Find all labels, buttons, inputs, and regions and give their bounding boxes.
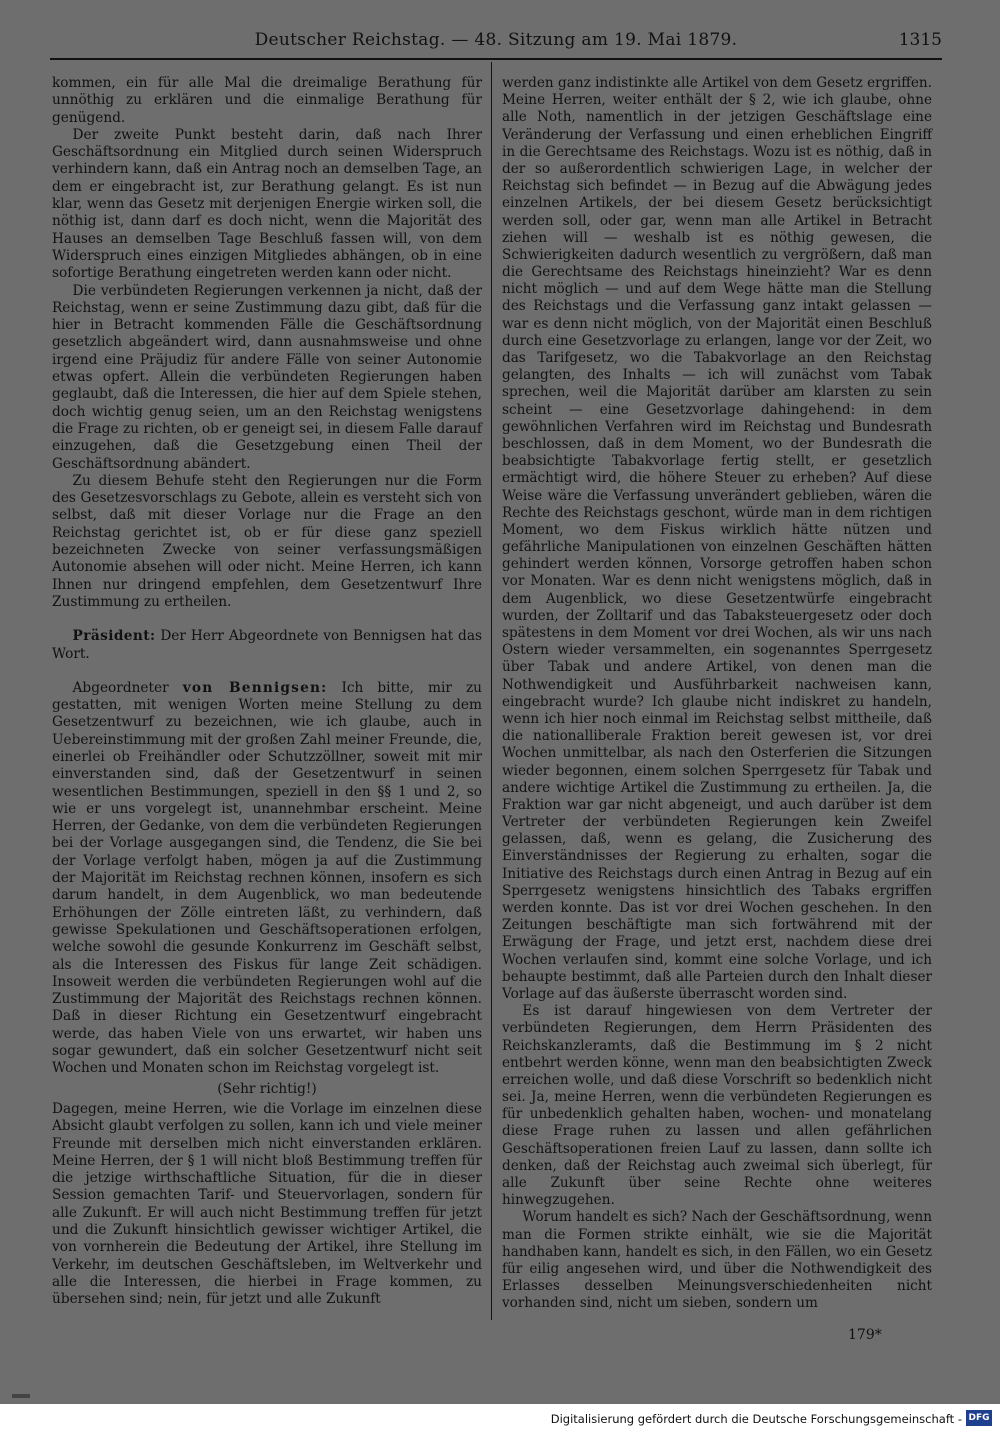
paragraph: kommen, ein für alle Mal die dreimalige Berathung für unnöthig zu erklären und die einmalige Berathung für genügend. — [52, 75, 482, 126]
header-title: Deutscher Reichstag. — 48. Sitzung am 19. Mai 1879. — [254, 30, 738, 50]
speaker-prefix: Abgeordneter — [72, 679, 169, 696]
running-header — [50, 26, 942, 56]
speaker-name: von Bennigsen: — [182, 679, 328, 696]
speaker-label: Präsident: — [72, 628, 156, 645]
paragraph: Der zweite Punkt besteht darin, daß nach Ihrer Geschäftsordnung ein Mitglied durch seinen Widerspruch verhindern kann, daß ein Antrag noch an demselben Tage, an dem er eingebracht ist, zur Berathung gelangt. Es ist nun klar, wenn das Gesetz mit derjenigen Energie wirken soll, die nöthig ist, dann darf es doch nicht, wenn die Majorität des Hauses an demselben Tage Beschluß fassen will, von dem Widerspruch eines einzigen Mitgliedes abhängen, ob in eine sofortige Berathung eingetreten werden kann oder nicht. — [52, 126, 482, 282]
scan-edge-mark — [12, 1394, 30, 1398]
paragraph: Die verbündeten Regierungen verkennen ja nicht, daß der Reichstag, wenn er seine Zustimmung dazu gibt, daß für die hier in Betracht kommenden Fälle die Geschäftsordnung gesetzlich abgeändert wird, dann ausnahmsweise und ohne irgend eine Präjudiz für andere Fälle von seiner Autonomie etwas opfert. Allein die verbündeten Regierungen haben geglaubt, daß die Interessen, die hier auf dem Spiele stehen, doch wichtig genug seien, um an den Reichstag wenigstens die Frage zu richten, ob er geneigt sei, in diesem Falle darauf einzugehen, daß die Gesetzgebung einen Theil der Geschäftsordnung abändert. — [52, 282, 482, 472]
paragraph: werden ganz indistinkte alle Artikel von dem Gesetz ergriffen. Meine Herren, weiter enthält der § 2, wie ich glaube, ohne alle Noth, namentlich in der jetzigen Geschäftslage eine Veränderung der Verfassung und einen erheblichen Eingriff in die Gerechtsame des Reichstags. Wozu ist es nöthig, daß in der so außerordentlich schwierigen Lage, in welcher der Reichstag sich befindet — in Bezug auf die Abwägung jedes einzelnen Artikels, der bei diesem Gesetz berücksichtigt werden soll, oder gar, wenn man alle Artikel in Betracht ziehen will — weshalb ist es nöthig gewesen, die Schwierigkeiten dadurch wesentlich zu vergrößern, daß man die Gerechtsame des Reichstags hineinzieht? War es denn nicht möglich — und auf dem Wege hätte man die Stellung des Reichstags und die Verfassung ganz intakt gelassen — war es denn nicht möglich, von der Majorität einen Beschluß durch eine Gesetzvorlage zu erlangen, lange vor der Zeit, wo das Tarifgesetz, wo die Tabakvorlage an den Reichstag gelangten, des Inhalts — ich will zunächst vom Tabak sprechen, weil die Majorität darüber am klarsten zu sein scheint — eine Gesetzvorlage dahingehend: in dem gewöhnlichen Verfahren wird im Reichstag und Bundesrath beschlossen, daß in dem Moment, wo der Bundesrath die beabsichtigte Tabakvorlage fertig stellt, er gesetzlich ermächtigt wird, die höhere Steuer zu erheben? Auf diese Weise wäre die Verfassung unverändert geblieben, wären die Rechte des Reichstags geschont, würde man in dem richtigen Moment, wo dem Fiskus wirklich hätte nützen und gefährliche Manipulationen von einzelnen Geschäften hätten gehindert werden können, Vorsorge getroffen haben schon vor Monaten. War es denn nicht wenigstens möglich, daß in dem Augenblick, wo diese Gesetzentwürfe eingebracht wurden, der Zolltarif und das Tabaksteuergesetz oder doch spätestens in dem Moment vor drei Wochen, als wir uns nach Ostern wieder versammelten, ein sogenanntes Sperrgesetz über Tabak und andere Artikel, von denen man die Nothwendigkeit und Ausführbarkeit nachweisen kann, eingebracht wurde? Ich glaube nicht indiskret zu handeln, wenn ich hier noch einmal im Reichstag selbst mittheile, daß die nationalliberale Fraktion bereit gewesen ist, vor drei Wochen unmittelbar, als nach den Osterferien die Sitzungen wieder begonnen, einem solchen Sperrgesetz für Tabak und andere wichtige Artikel die Zustimmung zu ertheilen. Ja, die Fraktion war gar nicht abgeneigt, und auch darüber ist dem Vertreter der verbündeten Regierungen kein Zweifel gelassen, daß, wenn es gelang, die Zusicherung des Einverständnisses der Regierung zu erhalten, sogar die Initiative des Reichstags durch einen Antrag in Bezug auf ein Sperrgesetz wenigstens hinsichtlich des Tabaks ergriffen werden konnte. Das ist vor drei Wochen geschehen. In den Zeitungen beschäftigte man sich fortwährend mit der Erwägung der Frage, und jetzt erst, nachdem diese drei Wochen verlaufen sind, kommt eine solche Vorlage, und ich behaupte bestimmt, daß alle Parteien durch den Inhalt dieser Vorlage auf das äußerste überrascht worden sind. — [502, 75, 932, 1002]
paragraph: Dagegen, meine Herren, wie die Vorlage im einzelnen diese Absicht glaubt verfolgen zu sollen, kann ich und viele meiner Freunde mit derselben mich nicht einverstanden erklären. Meine Herren, der § 1 will nicht bloß Bestimmung treffen für die jetzige wirthschaftliche Situation, für die in dieser Session gemachten Tarif- und Steuervorlagen, sondern für alle Zukunft. Er will auch nicht Bestimmung treffen für jetzt und die Zukunft hinsichtlich gewisser wichtiger Artikel, die von vornherein die Bedeutung der Artikel, ihre Stellung im Verkehr, im deutschen Geschäftsleben, im Weltverkehr und alle die Interessen, die hierbei in Frage kommen, zu übersehen sind; nein, für jetzt und alle Zukunft — [52, 1100, 482, 1308]
dfg-logo-icon: DFG — [966, 1410, 992, 1426]
column-divider — [491, 62, 492, 1320]
paragraph: Es ist darauf hingewiesen von dem Vertreter der verbündeten Regierungen, dem Herrn Präsidenten des Reichskanzleramts, daß die Bestimmung im § 2 nicht entbehrt werden könne, wenn man den beabsichtigten Zweck erreichen wolle, und daß diese Vorschrift so bedenklich nicht sei. Ja, meine Herren, wenn die verbündeten Regierungen es für unbedenklich gehalten haben, wochen- und monatelang diese Frage ruhen zu lassen und allen gefährlichen Geschäftsoperationen freien Lauf zu lassen, dann sollte ich denken, daß der Reichstag auch zweimal sich überlegt, für alle Zukunft über seine Rechte ohne weiteres hinwegzugehen. — [502, 1003, 932, 1209]
speech-opening — [52, 680, 482, 1078]
footer-credit: Digitalisierung gefördert durch die Deutsche Forschungsgemeinschaft - — [550, 1412, 962, 1426]
president-statement — [52, 628, 482, 663]
statement-text: Ich bitte, mir zu gestatten, mit wenigen Worten meine Stellung zu dem Gesetzentwurf zu bezeichnen, wie ich glaube, auch in Uebereinstimmung mit der großen Zahl meiner Freunde, die, einerlei ob Freihändler oder Schutzzöllner, soweit mit mir einverstanden sind, daß der Gesetzentwurf in seinen wesentlichen Bestimmungen, speziell in den §§ 1 und 2, so wie er uns vorgelegt ist, unannehmbar erscheint. Meine Herren, der Gedanke, von dem die verbündeten Regierungen bei der Vorlage ausgegangen sind, die Tendenz, die Sie bei der Vorlage verfolgt haben, mögen ja auf die Zustimmung der Majorität im Reichstag rechnen können, insofern es sich darum handelt, in dem Augenblick, wo man bedeutende Erhöhungen der Zölle eintreten läßt, zu verhindern, daß gewisse Spekulationen und Geschäftsoperationen erfolgen, welche sowohl die gesunde Konkurrenz im Geschäft selbst, als die Interessen des Fiskus für lange Zeit schädigen. Insoweit werden die verbündeten Regierungen wohl auf die Zustimmung der Majorität des Reichstags rechnen können. Daß in dieser Richtung ein Gesetzentwurf eingebracht werde, das haben Viele von uns erwartet, wir haben uns sogar gewundert, daß ein solcher Gesetzentwurf nicht seit Wochen und Monaten schon im Reichstag vorgelegt ist. — [52, 679, 482, 1077]
funding-footer — [0, 1404, 1000, 1432]
page-number: 1315 — [898, 30, 942, 50]
paragraph: Worum handelt es sich? Nach der Geschäftsordnung, wenn man die Formen strikte einhält, wie sie die Majorität handhaben kann, handelt es sich, in den Fällen, wo ein Gesetz für eilig angesehen wird, und über die Nothwendigkeit des Erlasses desselben Meinungsverschiedenheiten nicht vorhanden sind, nicht um sieben, sondern um — [502, 1209, 932, 1312]
right-column — [502, 75, 932, 1313]
header-rule — [50, 58, 942, 60]
left-column — [52, 75, 482, 1308]
statement-text: Der Herr Abgeordnete von Bennigsen hat das Wort. — [52, 628, 482, 662]
sheet-signature: 179* — [848, 1327, 882, 1343]
interjection: (Sehr richtig!) — [217, 1080, 317, 1097]
paragraph: Zu diesem Behufe steht den Regierungen nur die Form des Gesetzesvorschlags zu Gebote, allein es versteht sich von selbst, daß mit dieser Vorlage nur die Frage an den Reichstag gerichtet ist, ob er für diese ganz speziell bezeichneten Zwecke von seiner verfassungsmäßigen Autonomie absehen will oder nicht. Meine Herren, ich kann Ihnen nur dringend empfehlen, dem Gesetzentwurf Ihre Zustimmung zu ertheilen. — [52, 472, 482, 610]
